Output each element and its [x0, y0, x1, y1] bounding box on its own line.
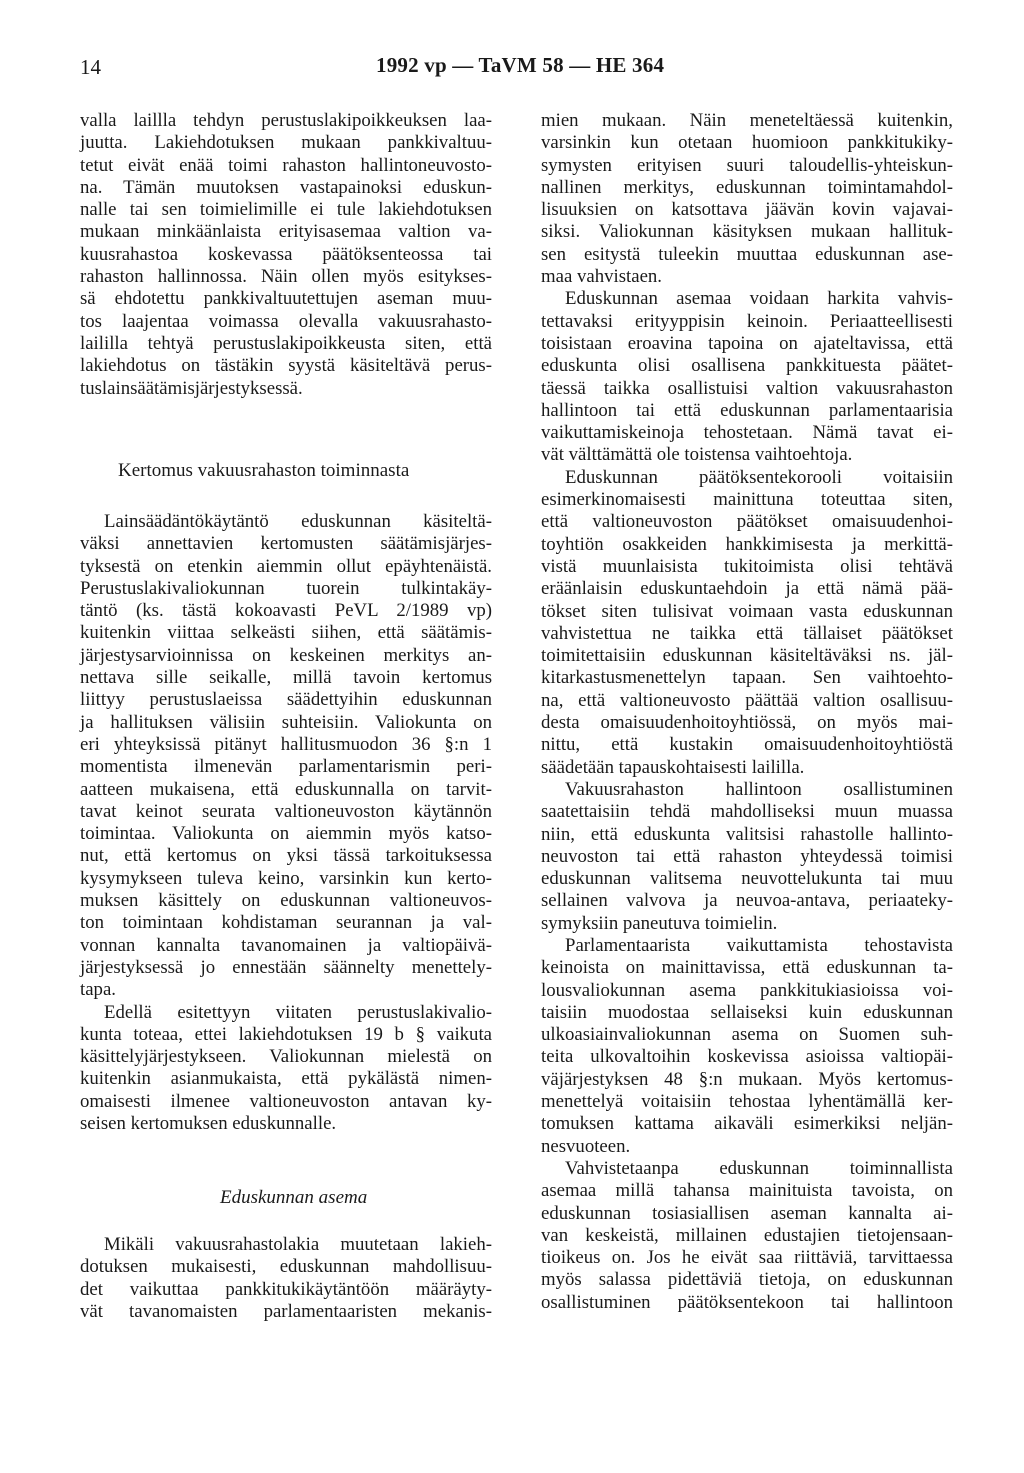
text-line: rahaston hallinnossa. Näin ollen myös esitykses-: [80, 266, 492, 288]
text-line: täntö (ks. tästä kokoavasti PeVL 2/1989 vp): [80, 600, 492, 622]
text-line: lakiehdotus on tästäkin syystä käsiteltävä perus-: [80, 355, 492, 377]
text-line: kuitenkin asianmukaista, että pykälästä nimen-: [80, 1068, 492, 1090]
text-line: mukaan minkäänlaista erityisasemaa valtion va-: [80, 221, 492, 243]
text-line: kitarkastusmenettelyn tapaan. Sen vaihtoehto-: [541, 667, 953, 689]
text-line: det vaikuttaa pankkitukikäytäntöön määräyty-: [80, 1278, 492, 1300]
text-line: että valtioneuvoston päätökset omaisuudenhoi-: [541, 511, 953, 533]
text-line: toimintaa. Valiokunta on aiemmin myös katso-: [80, 823, 492, 845]
text-line: siksi. Valiokunnan käsityksen mukaan hallituk-: [541, 221, 953, 243]
text-line: tioikeus on. Jos he eivät saa riittäviä, tarvittaessa: [541, 1247, 953, 1269]
text-line: sä ehdotettu pankkivaltuutettujen aseman muu-: [80, 288, 492, 310]
text-line: sen esitystä tuleekin muuttaa eduskunnan ase-: [541, 243, 953, 265]
text-line: mien mukaan. Näin meneteltäessä kuitenkin,: [541, 110, 953, 131]
text-line: tettavaksi erityyppisin keinoin. Periaatteellisesti: [541, 310, 953, 332]
text-line: aatteen mukaisena, että eduskunnalla on tarvit-: [80, 778, 492, 800]
text-line: seisen kertomuksen eduskunnalle.: [80, 1113, 337, 1135]
text-line: tapa.: [80, 979, 116, 1001]
text-line: Eduskunnan asemaa voidaan harkita vahvis-: [565, 288, 953, 310]
text-line: momentista ilmenevän parlamentarismin peri-: [80, 756, 492, 778]
text-line: tavat keinot seurata valtioneuvoston käytännön: [80, 800, 492, 822]
text-line: toisistaan eroavina tapoina on ajateltavissa, että: [541, 332, 953, 354]
text-line: eri yhteyksissä pitänyt hallitusmuodon 36 §:n 1: [80, 733, 492, 755]
text-line: eräänlaisin eduskuntaehdoin ja että nämä pää-: [541, 578, 953, 600]
right-column-text: [541, 110, 953, 1314]
text-line: kuitenkin viittaa selkeästi siihen, että säätämis-: [80, 622, 492, 644]
text-line: muksen käsittely on eduskunnan valtioneuvos-: [80, 890, 492, 912]
text-line: na. Tämän muutoksen vastapainoksi eduskun-: [80, 176, 492, 198]
text-line: Parlamentaarista vaikuttamista tehostavista: [565, 934, 953, 956]
text-line: sellainen valvova ja neuvoa-antava, periaateky-: [541, 890, 953, 912]
text-line: vahvistettua ne taikka että tällaiset päätökset: [541, 622, 953, 644]
text-line: osallistuminen päätöksentekoon tai hallintoon: [541, 1291, 953, 1313]
text-line: säädetään tapauskohtaisesti laililla.: [541, 756, 805, 778]
text-line: nut, että kertomus on yksi tässä tarkoituksessa: [80, 845, 492, 867]
text-line: eduskunnan tosiasiallisen aseman kannalta ai-: [541, 1202, 953, 1224]
text-line: menettelyä voitaisiin tehostaa lyhentämällä ker-: [541, 1091, 953, 1113]
text-line: lisuuksien on katsottava jäävän kovin vajavai-: [541, 199, 953, 221]
text-line: ja hallituksen välisiin suhteisiin. Valiokunta on: [80, 711, 492, 733]
left-column-paragraphs-2: [80, 511, 492, 1135]
text-line: na, että valtioneuvosto päättää valtion osallisuu-: [541, 689, 953, 711]
text-line: keinoista on mainittavissa, että eduskunnan ta-: [541, 957, 953, 979]
text-line: niin, että eduskunta valitsisi rahastolle hallinto-: [541, 823, 953, 845]
text-line: nettava sille seikalle, millä tavoin kertomus: [80, 667, 492, 689]
text-line: tetut eivät enää toimi rahaston hallintoneuvosto-: [80, 154, 492, 176]
text-line: varsinkin kun otetaan huomioon pankkitukiky-: [541, 132, 953, 154]
text-line: nittu, että kustakin omaisuudenhoitoyhtiöstä: [541, 734, 953, 756]
text-line: saatettaisiin tehdä mahdolliseksi muun muassa: [541, 801, 953, 823]
text-line: symysten erityisen suuri taloudellis-yhteiskun-: [541, 154, 953, 176]
text-line: vät tavanomaisten parlamentaaristen mekanis-: [80, 1300, 492, 1322]
section-heading-kertomus: Kertomus vakuusrahaston toiminnasta: [118, 460, 410, 481]
text-line: Lainsäädäntökäytäntö eduskunnan käsiteltä-: [104, 511, 492, 532]
text-line: vaikuttamiskeinoja tehostetaan. Nämä tavat ei-: [541, 422, 953, 444]
text-line: toyhtiön osakkeiden hankkimisesta ja merkittä-: [541, 533, 953, 555]
text-line: kuusrahastoa koskevassa päätöksenteossa tai: [80, 243, 492, 265]
text-line: vistä muunlaisista tukitoimista olisi tehtävä: [541, 555, 953, 577]
text-line: nesvuoteen.: [541, 1135, 631, 1157]
section-heading-eduskunnan-asema: Eduskunnan asema: [220, 1187, 368, 1208]
text-line: van keskeistä, millainen edustajien tietojensaan-: [541, 1224, 953, 1246]
text-line: toimitettaisiin eduskunnan käsiteltäväksi ns. jäl-: [541, 645, 953, 667]
text-line: kunta toteaa, ettei lakiehdotuksen 19 b § vaikuta: [80, 1023, 492, 1045]
text-line: järjestysarvioinnissa on keskeinen merkitys an-: [80, 644, 492, 666]
text-line: tomuksen kattama aikaväli esimerkiksi neljän-: [541, 1113, 953, 1135]
text-line: desta omaisuudenhoitoyhtiössä, on myös mai-: [541, 712, 953, 734]
text-line: väksi annettavien kertomusten säätämisjärjes-: [80, 533, 492, 555]
text-line: tuslainsäätämisjärjestyksessä.: [80, 377, 303, 399]
text-line: symyksiin paneutuva toimielin.: [541, 912, 778, 934]
text-line: eduskunta olisi osallisena pankkituesta päätet-: [541, 355, 953, 377]
text-line: liittyy perustuslaeissa säädettyihin eduskunnan: [80, 689, 492, 711]
text-line: Mikäli vakuusrahastolakia muutetaan lakieh-: [104, 1234, 492, 1255]
text-line: teita ulkovaltoihin koskevissa asioissa valtiopäi-: [541, 1046, 953, 1068]
text-line: kysymykseen tuleva keino, varsinkin kun kerto-: [80, 867, 492, 889]
text-line: asemaa millä tahansa mainituista tavoista, on: [541, 1180, 953, 1202]
text-line: eduskunnan valitsema neuvottelukunta tai muu: [541, 868, 953, 890]
text-line: Vakuusrahaston hallintoon osallistuminen: [565, 778, 953, 800]
text-line: juutta. Lakiehdotuksen mukaan pankkivaltuu-: [80, 132, 492, 154]
text-line: vät välttämättä ole toistensa vaihtoehtoja.: [541, 444, 853, 466]
text-line: nallinen merkitys, eduskunnan toimintamahdol-: [541, 176, 953, 198]
text-line: ulkoasiainvaliokunnan asema on Suomen suh-: [541, 1024, 953, 1046]
text-line: väjärjestyksen 48 §:n mukaan. Myös kertomus-: [541, 1068, 953, 1090]
text-line: Edellä esitettyyn viitaten perustuslakivalio-: [104, 1001, 492, 1023]
left-column-paragraph-3: [80, 1234, 492, 1323]
text-line: vonnan kannalta tavanomainen ja valtiopäivä-: [80, 934, 492, 956]
text-line: ton toimintaan kohdistaman seurannan ja val-: [80, 912, 492, 934]
text-line: hallintoon tai että eduskunnan parlamentaarisia: [541, 399, 953, 421]
left-column-paragraph-1: [80, 110, 492, 400]
text-line: maa vahvistaen.: [541, 266, 662, 288]
text-line: laililla tehtyä perustuslakipoikkeusta siten, että: [80, 332, 492, 354]
page-number: 14: [80, 55, 101, 79]
text-line: dotuksen mukaisesti, eduskunnan mahdollisuu-: [80, 1256, 492, 1278]
text-line: Eduskunnan päätöksentekorooli voitaisiin: [565, 466, 953, 488]
text-line: valla laillla tehdyn perustuslakipoikkeuksen laa-: [80, 110, 492, 131]
text-line: Vahvistetaanpa eduskunnan toiminnallista: [565, 1157, 953, 1179]
text-line: tyksestä on etenkin aiemmin ollut epäyhtenäistä.: [80, 555, 492, 577]
text-line: Perustuslakivaliokunnan tuorein tulkintakäy-: [80, 577, 492, 599]
text-line: järjestyksessä jo ennestään säännelty menettely-: [80, 956, 492, 978]
text-line: käsittelyjärjestykseen. Valiokunnan mielestä on: [80, 1046, 492, 1068]
text-line: täessä taikka osallistuisi valtion vakuusrahaston: [541, 377, 953, 399]
text-line: lousvaliokunnan asema pankkitukiasioissa voi-: [541, 979, 953, 1001]
text-line: neuvoston tai että rahaston yhteydessä toimisi: [541, 845, 953, 867]
text-line: tökset siten tulisivat voimaan vasta eduskunnan: [541, 600, 953, 622]
text-line: taisiin muodostaa sellaiseksi kuin eduskunnan: [541, 1001, 953, 1023]
text-line: omaisesti ilmenee valtioneuvoston antavan ky-: [80, 1090, 492, 1112]
text-line: myös salassa pidettäviä tietoja, on eduskunnan: [541, 1269, 953, 1291]
text-line: tos laajentaa voimassa olevalla vakuusrahasto-: [80, 310, 492, 332]
text-line: esimerkinomaisesti mainittuna toteuttaa siten,: [541, 489, 953, 511]
text-line: nalle tai sen toimielimille ei tule lakiehdotuksen: [80, 199, 492, 221]
running-head: 1992 vp — TaVM 58 — HE 364: [376, 53, 665, 77]
